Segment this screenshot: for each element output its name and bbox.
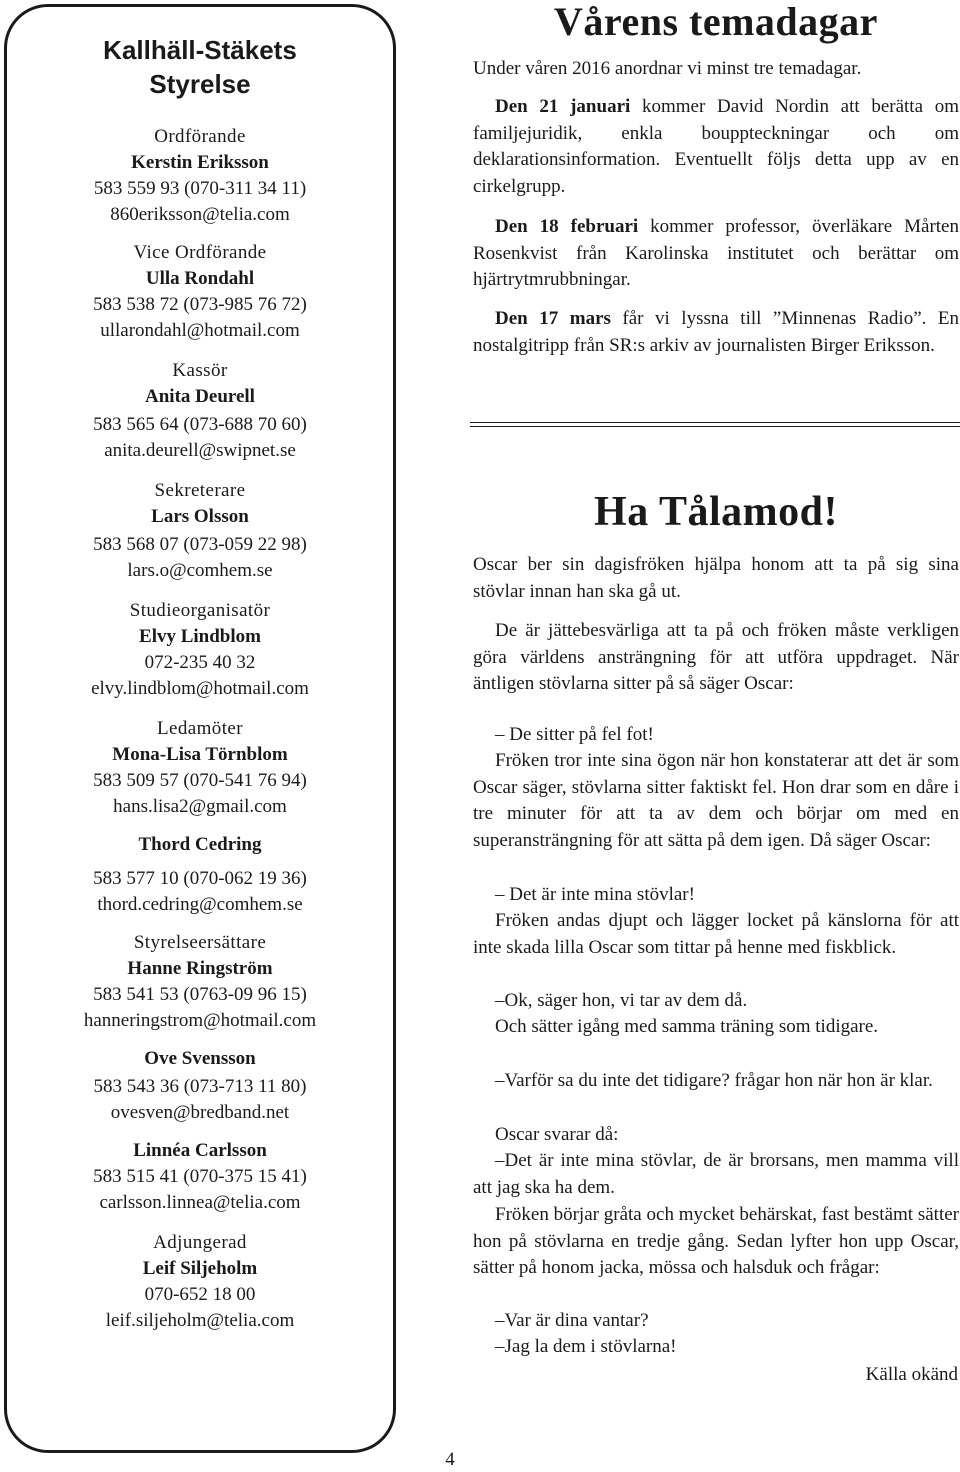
phone-treasurer: 583 565 64 (073-688 70 60)	[93, 414, 307, 435]
name-secretary: Lars Olsson	[151, 506, 249, 527]
story-quote5: –Det är inte mina stövlar, de är brorsans, men mamma vill att jag ska ha dem.	[473, 1150, 959, 1198]
email-coopted: leif.siljeholm@telia.com	[105, 1310, 295, 1331]
themes-february-text: kommer professor, överläkare Mårten Rosenkvist från Karolinska institutet och berättar om hjärtrytmrubbningar.	[473, 216, 959, 290]
board-title-line1: Kallhäll-Stäkets	[103, 35, 297, 65]
story-p3: Fröken tror inte sina ögon när hon konstaterar att det är som Oscar säger, stövlarna sitter faktiskt fel. Hon drar som en dåre i tre minuter för att ta av dem och börjar om med en superansträngning för att sätta på dem igen. Då säger Oscar:	[473, 750, 959, 851]
phone-deputy1: 583 541 53 (0763-09 96 15)	[93, 984, 307, 1005]
phone-member1: 583 509 57 (070-541 76 94)	[93, 770, 307, 791]
story-quote7: –Jag la dem i stövlarna!	[495, 1336, 677, 1357]
themes-march-text: får vi lyssna till ”Minnenas Radio”. En nostalgitripp från SR:s arkiv av journalisten Birger Eriksson.	[473, 308, 959, 356]
story-quote1: – De sitter på fel fot!	[495, 724, 654, 745]
phone-chair: 583 559 93 (070-311 34 11)	[93, 178, 307, 199]
email-member2: thord.cedring@comhem.se	[97, 894, 303, 915]
role-deputies: Styrelseersättare	[133, 932, 267, 953]
story-quote4: –Varför sa du inte det tidigare? frågar hon när hon är klar.	[495, 1070, 933, 1091]
name-member2: Thord Cedring	[138, 834, 262, 855]
phone-member2: 583 577 10 (070-062 19 36)	[93, 868, 307, 889]
story-quote6: –Var är dina vantar?	[495, 1310, 649, 1331]
themes-february-date: Den 18 februari	[495, 216, 639, 237]
email-vice-chair: ullarondahl@hotmail.com	[100, 320, 300, 341]
story-p1: Oscar ber sin dagisfröken hjälpa honom att ta på sig sina stövlar innan han ska gå ut.	[473, 554, 959, 602]
phone-vice-chair: 583 538 72 (073-985 76 72)	[93, 294, 307, 315]
story-heading: Ha Tålamod!	[594, 489, 838, 535]
themes-january	[473, 94, 959, 200]
phone-study-organizer: 072-235 40 32	[144, 652, 256, 673]
name-treasurer: Anita Deurell	[145, 386, 255, 407]
role-members: Ledamöter	[157, 718, 243, 739]
story-p5: Och sätter igång med samma träning som tidigare.	[495, 1016, 879, 1037]
name-deputy2: Ove Svensson	[144, 1048, 256, 1069]
story-p6: Oscar svarar då:	[495, 1124, 619, 1145]
story-source: Källa okänd	[865, 1364, 958, 1385]
themes-march-date: Den 17 mars	[495, 308, 611, 329]
phone-deputy3: 583 515 41 (070-375 15 41)	[93, 1166, 307, 1187]
role-coopted: Adjungerad	[153, 1232, 247, 1253]
email-deputy3: carlsson.linnea@telia.com	[99, 1192, 301, 1213]
themes-january-text: kommer David Nordin att berätta om familjejuridik, enkla bouppteckningar och om deklarationsinformation. Eventuellt följs detta upp av en cirkelgrupp.	[473, 96, 959, 197]
email-deputy1: hanneringstrom@hotmail.com	[83, 1010, 317, 1031]
role-secretary: Sekreterare	[154, 480, 246, 501]
story-p4: Fröken andas djupt och lägger locket på känslorna för att inte skada lilla Oscar som tittar på henne med fiskblick.	[473, 910, 959, 958]
story-quote3: –Ok, säger hon, vi tar av dem då.	[495, 990, 748, 1011]
phone-deputy2: 583 543 36 (073-713 11 80)	[93, 1076, 307, 1097]
email-study-organizer: elvy.lindblom@hotmail.com	[91, 678, 309, 699]
section-divider	[470, 422, 960, 427]
role-treasurer: Kassör	[172, 360, 228, 381]
themes-intro: Under våren 2016 anordnar vi minst tre temadagar.	[473, 58, 862, 79]
role-study-organizer: Studieorganisatör	[129, 600, 271, 621]
email-chair: 860eriksson@telia.com	[110, 204, 290, 225]
name-coopted: Leif Siljeholm	[142, 1258, 258, 1279]
name-study-organizer: Elvy Lindblom	[139, 626, 261, 647]
themes-march	[473, 306, 959, 359]
phone-coopted: 070-652 18 00	[144, 1284, 256, 1305]
name-deputy3: Linnéa Carlsson	[133, 1140, 267, 1161]
email-treasurer: anita.deurell@swipnet.se	[104, 440, 296, 461]
email-member1: hans.lisa2@gmail.com	[113, 796, 287, 817]
role-vice-chair: Vice Ordförande	[133, 242, 267, 263]
role-chair: Ordförande	[154, 126, 246, 147]
email-deputy2: ovesven@bredband.net	[110, 1102, 290, 1123]
themes-february	[473, 214, 959, 294]
page-number: 4	[445, 1449, 455, 1470]
themes-january-date: Den 21 januari	[495, 96, 631, 117]
themes-heading: Vårens temadagar	[554, 0, 878, 44]
name-member1: Mona-Lisa Törnblom	[112, 744, 288, 765]
name-chair: Kerstin Eriksson	[131, 152, 269, 173]
name-vice-chair: Ulla Rondahl	[145, 268, 255, 289]
story-quote2: – Det är inte mina stövlar!	[495, 884, 695, 905]
phone-secretary: 583 568 07 (073-059 22 98)	[93, 534, 307, 555]
name-deputy1: Hanne Ringström	[127, 958, 273, 979]
email-secretary: lars.o@comhem.se	[127, 560, 273, 581]
board-contact-box	[4, 4, 396, 1453]
story-p2: De är jättebesvärliga att ta på och fröken måste verkligen göra världens ansträngning för att utföra uppdraget. När äntligen stövlarna sitter på så säger Oscar:	[473, 620, 959, 694]
story-p7: Fröken börjar gråta och mycket behärskat, fast bestämt sätter hon på stövlarna en tredje gång. Sedan lyfter hon upp Oscar, sätter på honom jacka, mössa och halsduk och frågar:	[473, 1204, 959, 1278]
board-title-line2: Styrelse	[149, 69, 251, 99]
